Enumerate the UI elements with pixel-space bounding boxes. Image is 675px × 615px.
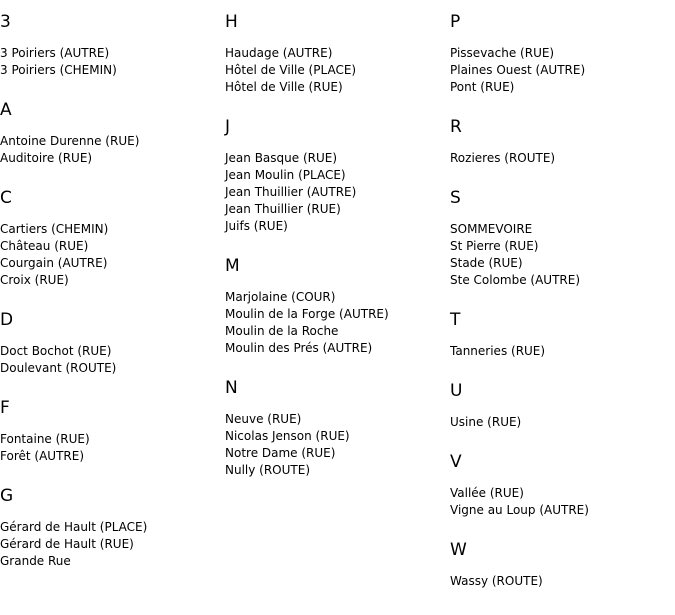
letter-group [450,12,675,96]
letter-heading: A [0,100,12,120]
letter-group [225,256,450,357]
street-link[interactable]: Croix (RUE) [0,273,69,287]
letter-heading: V [450,452,462,472]
street-link[interactable]: Hôtel de Ville (PLACE) [225,63,357,77]
street-link[interactable]: St Pierre (RUE) [450,239,539,253]
street-link[interactable]: Pont (RUE) [450,80,515,94]
street-link[interactable]: Tanneries (RUE) [450,344,546,358]
letter-heading: J [225,117,231,137]
letter-group [450,452,675,519]
letter-group [0,100,225,167]
street-link[interactable]: Antoine Durenne (RUE) [0,134,140,148]
letter-heading: G [0,486,14,506]
letter-heading: C [0,188,12,208]
letter-heading: F [0,398,10,418]
street-link[interactable]: Usine (RUE) [450,415,522,429]
letter-group [0,398,225,465]
street-link[interactable]: Vigne au Loup (AUTRE) [450,503,589,517]
street-link[interactable]: Nicolas Jenson (RUE) [225,429,350,443]
street-link[interactable]: Jean Basque (RUE) [225,151,338,165]
street-link[interactable]: Grande Rue [0,554,71,568]
street-link[interactable]: SOMMEVOIRE [450,222,533,236]
letter-heading: U [450,381,463,401]
street-link[interactable]: Nully (ROUTE) [225,463,311,477]
street-link[interactable]: Jean Thuillier (AUTRE) [225,185,357,199]
street-link[interactable]: Ste Colombe (AUTRE) [450,273,581,287]
street-link[interactable]: Cartiers (CHEMIN) [0,222,109,236]
index-column [0,12,225,591]
letter-heading: W [450,540,467,560]
street-link[interactable]: Courgain (AUTRE) [0,256,108,270]
index-column [450,12,675,611]
street-link[interactable]: Plaines Ouest (AUTRE) [450,63,586,77]
street-link[interactable]: Neuve (RUE) [225,412,302,426]
street-link[interactable]: Marjolaine (COUR) [225,290,336,304]
street-link[interactable]: Rozieres (ROUTE) [450,151,556,165]
street-link[interactable]: Jean Moulin (PLACE) [225,168,346,182]
street-link[interactable]: Vallée (RUE) [450,486,524,500]
letter-heading: S [450,188,461,208]
letter-heading: 3 [0,12,11,32]
street-link[interactable]: Haudage (AUTRE) [225,46,333,60]
street-link[interactable]: Moulin de la Forge (AUTRE) [225,307,389,321]
letter-heading: M [225,256,240,276]
street-link[interactable]: Château (RUE) [0,239,89,253]
index-column [225,12,450,500]
letter-group [0,486,225,570]
letter-group [450,540,675,590]
letter-group [225,378,450,479]
street-link[interactable]: Pissevache (RUE) [450,46,555,60]
street-link[interactable]: 3 Poiriers (CHEMIN) [0,63,117,77]
letter-group [225,12,450,96]
street-link[interactable]: Forêt (AUTRE) [0,449,84,463]
street-link[interactable]: 3 Poiriers (AUTRE) [0,46,110,60]
letter-group [0,310,225,377]
street-link[interactable]: Auditoire (RUE) [0,151,93,165]
street-link[interactable]: Doulevant (ROUTE) [0,361,117,375]
letter-heading: P [450,12,461,32]
letter-group [450,381,675,431]
street-link[interactable]: Notre Dame (RUE) [225,446,336,460]
street-link[interactable]: Moulin des Prés (AUTRE) [225,341,373,355]
street-link[interactable]: Gérard de Hault (PLACE) [0,520,148,534]
street-link[interactable]: Doct Bochot (RUE) [0,344,112,358]
letter-group [0,188,225,289]
letter-heading: N [225,378,238,398]
street-link[interactable]: Hôtel de Ville (RUE) [225,80,343,94]
letter-group [450,117,675,167]
letter-heading: D [0,310,14,330]
street-link[interactable]: Juifs (RUE) [225,219,288,233]
letter-group [450,310,675,360]
letter-heading: T [450,310,461,330]
street-link[interactable]: Wassy (ROUTE) [450,574,543,588]
street-link[interactable]: Moulin de la Roche [225,324,339,338]
letter-heading: H [225,12,238,32]
letter-group [0,12,225,79]
letter-group [450,188,675,289]
street-link[interactable]: Jean Thuillier (RUE) [225,202,341,216]
letter-heading: R [450,117,462,137]
street-link[interactable]: Stade (RUE) [450,256,523,270]
letter-group [225,117,450,235]
street-link[interactable]: Fontaine (RUE) [0,432,90,446]
street-link[interactable]: Gérard de Hault (RUE) [0,537,134,551]
